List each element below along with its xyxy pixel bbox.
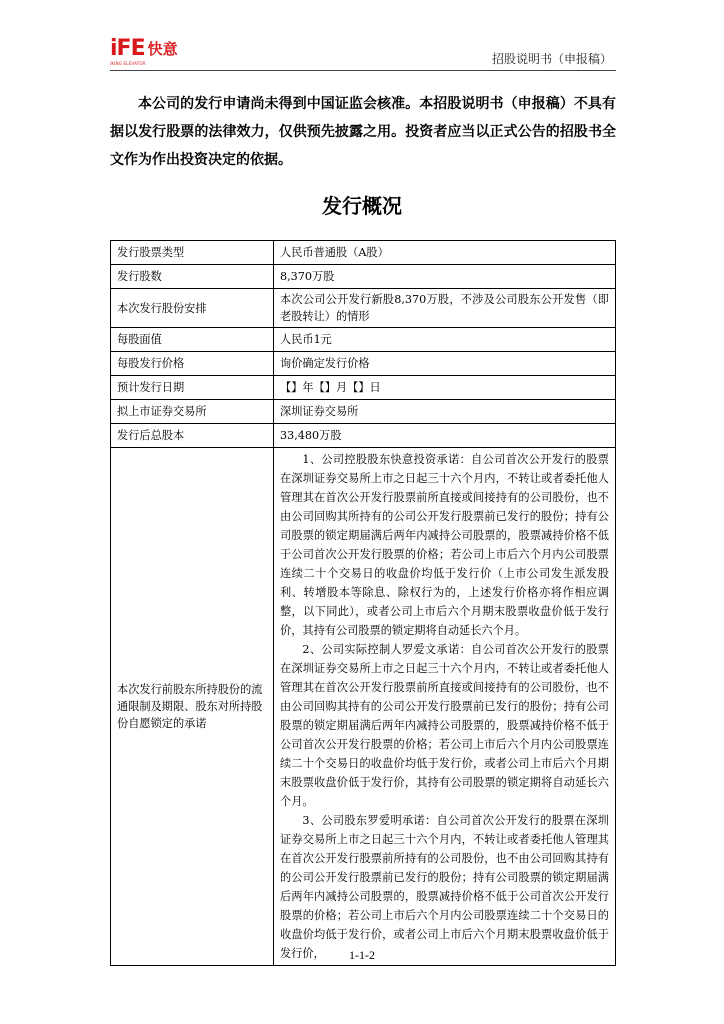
table-row [111, 328, 616, 352]
offering-summary-table [110, 240, 616, 966]
disclaimer-notice: 本公司的发行申请尚未得到中国证监会核准。本招股说明书（申报稿）不具有据以发行股票的法律效力，仅供预先披露之用。投资者应当以正式公告的招股书全文作为作出投资决定的依据。 [110, 96, 616, 168]
table-row [111, 352, 616, 376]
table-row [111, 265, 616, 289]
table-row [111, 424, 616, 448]
row-label: 预计发行日期 [111, 376, 274, 400]
row-label: 拟上市证券交易所 [111, 400, 274, 424]
row-label: 每股面值 [111, 328, 274, 352]
row-label: 发行后总股本 [111, 424, 274, 448]
table-row [111, 400, 616, 424]
lockup-paragraph-3: 3、公司股东罗爱明承诺：自公司首次公开发行的股票在深圳证券交易所上市之日起三十六个月内，不转让或者委托他人管理其在首次公开发行股票前所持有的公司股份，也不由公司回购其持有的公司公开发行股票前已发行的股份；持有公司股票的锁定期届满后两年内减持公司股票的，股票减持价格不低于公司首次公开发行股票的价格；若公司上市后六个月内公司股票连续二十个交易日的收盘价均低于发行价，或者公司上市后六个月期末股票收盘价低于发行价， [280, 814, 609, 960]
header-divider [110, 70, 616, 71]
row-label: 本次发行股份安排 [111, 289, 274, 328]
table-row [111, 448, 616, 966]
row-label: 发行股数 [111, 265, 274, 289]
row-value: 询价确定发行价格 [274, 352, 616, 376]
row-value: 8,370万股 [274, 265, 616, 289]
logo-ife-text: iFE [110, 36, 145, 61]
logo-subtitle: IKING ELEVATOR [110, 61, 146, 66]
row-value: 深圳证券交易所 [274, 400, 616, 424]
row-value: 人民币普通股（A股） [274, 241, 616, 265]
row-value: 【】年【】月【】日 [274, 376, 616, 400]
row-value: 本次公司公开发行新股8,370万股，不涉及公司股东公开发售（即老股转让）的情形 [274, 289, 616, 328]
row-value: 33,480万股 [274, 424, 616, 448]
table-row [111, 376, 616, 400]
document-title: 招股说明书（申报稿） [491, 52, 612, 66]
row-value: 人民币1元 [274, 328, 616, 352]
page-header [0, 0, 724, 74]
section-title: 发行概况 [322, 194, 402, 218]
lockup-label: 本次发行前股东所持股份的流通限制及期限、股东对所持股份自愿锁定的承诺 [111, 448, 274, 966]
logo-cn-text: 快意 [147, 40, 178, 58]
table-row [111, 241, 616, 265]
lockup-value [274, 448, 616, 966]
page-number: 1-1-2 [349, 948, 375, 962]
lockup-paragraph-1: 1、公司控股股东快意投资承诺：自公司首次公开发行的股票在深圳证券交易所上市之日起三十六个月内，不转让或者委托他人管理其在首次公开发行股票前所直接或间接持有的公司股份，也不由公司回购其所持有的公司公开发行股票前已发行的股份；持有公司股票的锁定期届满后两年内减持公司股票的，股票减持价格不低于公司首次公开发行股票的价格；若公司上市后六个月内公司股票连续二十个交易日的收盘价均低于发行价（上市公司发生派发股利、转增股本等除息、除权行为的，上述发行价格亦将作相应调整，以下同此），或者公司上市后六个月期末股票收盘价低于发行价，其持有公司股票的锁定期将自动延长六个月。 [280, 453, 609, 637]
table-row [111, 289, 616, 328]
row-label: 每股发行价格 [111, 352, 274, 376]
row-label: 发行股票类型 [111, 241, 274, 265]
lockup-paragraph-2: 2、公司实际控制人罗爱文承诺：自公司首次公开发行的股票在深圳证券交易所上市之日起三十六个月内，不转让或者委托他人管理其在首次公开发行股票前所直接或间接持有的公司股份，也不由公司回购其持有的公司公开发行股票前已发行的股份；持有公司股票的锁定期届满后两年内减持公司股票的，股票减持价格不低于公司首次公开发行股票的价格；若公司上市后六个月内公司股票连续二十个交易日的收盘价均低于发行价，或者公司上市后六个月期末股票收盘价低于发行价，其持有公司股票的锁定期将自动延长六个月。 [280, 643, 609, 808]
